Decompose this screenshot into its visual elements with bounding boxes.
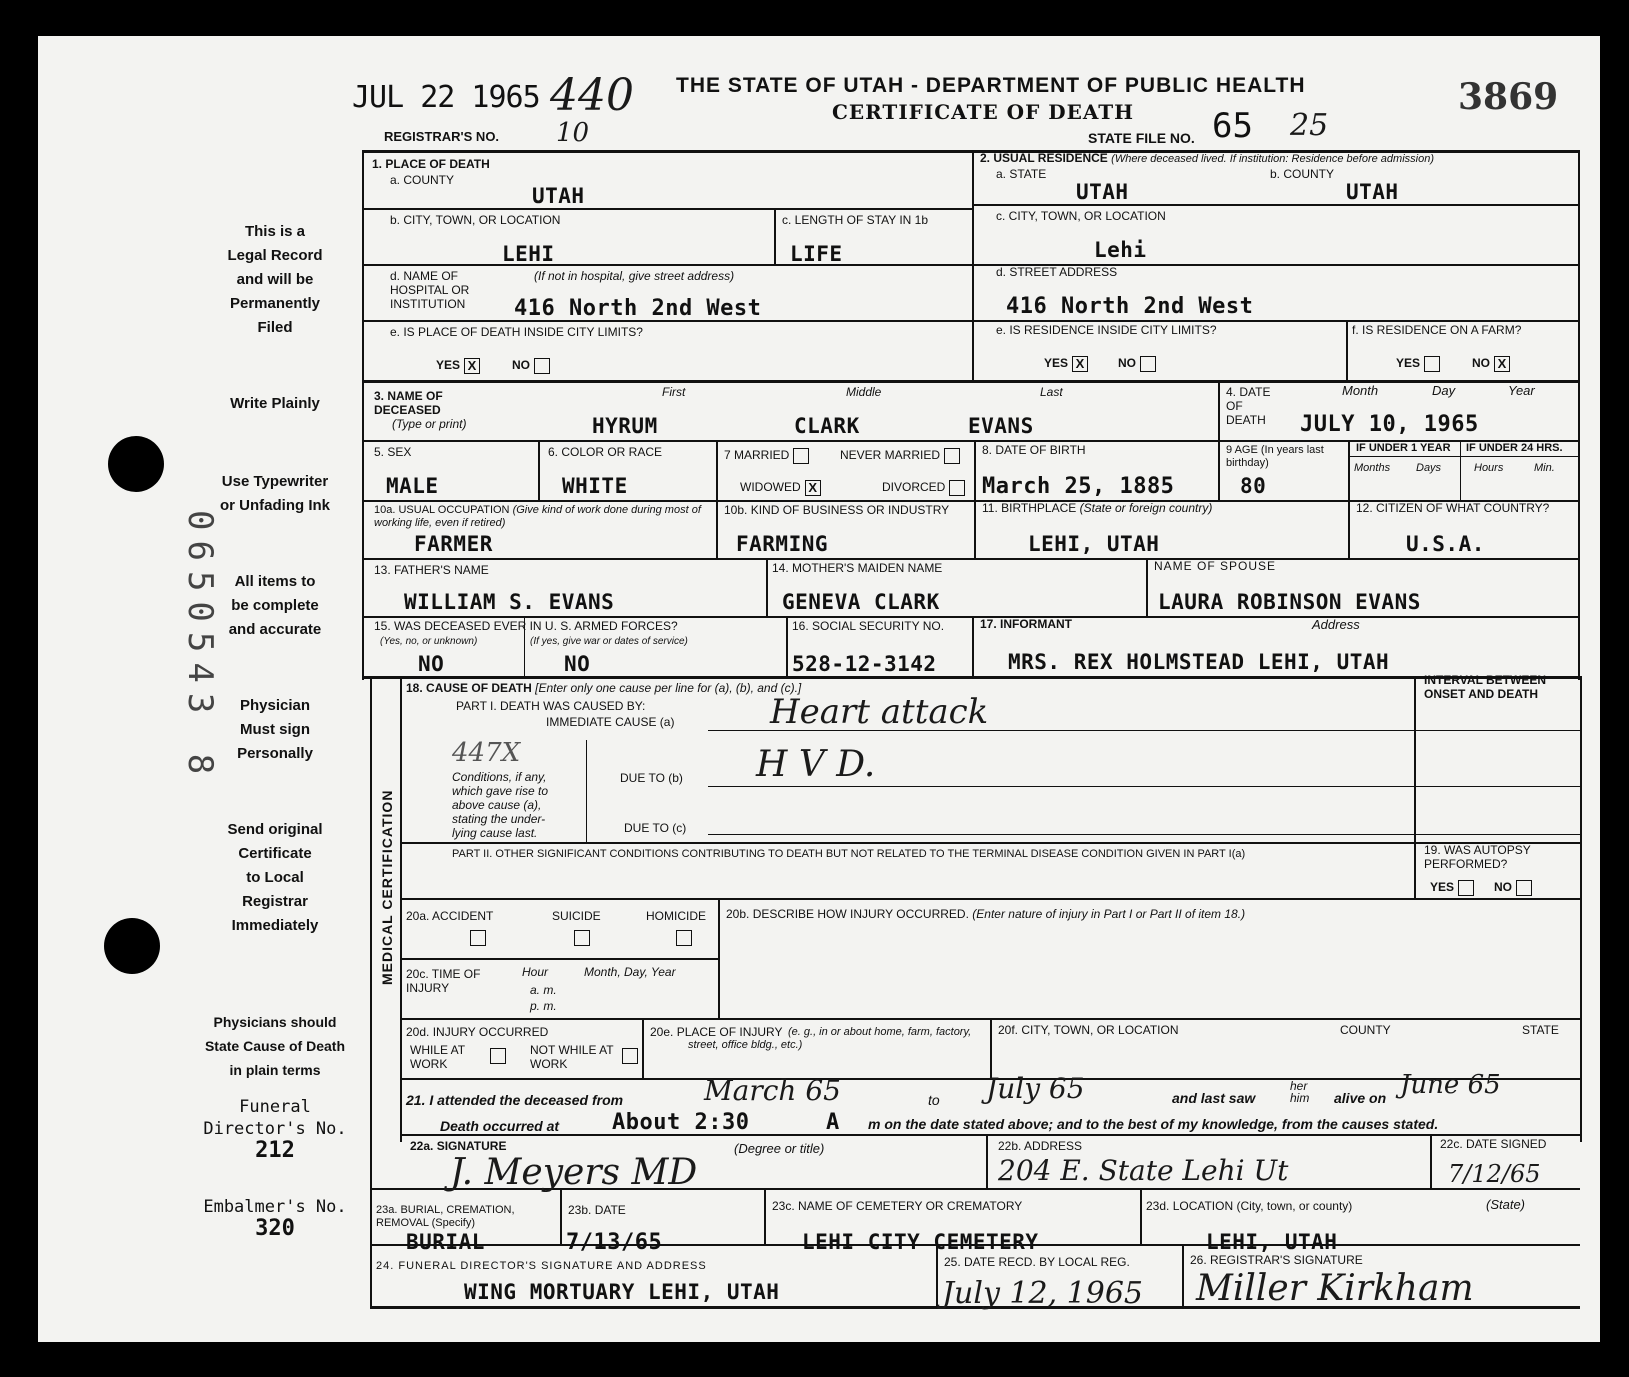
business: FARMING — [736, 532, 829, 556]
sidebar-embalmer: Embalmer's No. 320 — [203, 1197, 347, 1241]
funeral-director: WING MORTUARY LEHI, UTAH — [464, 1280, 780, 1304]
informant: MRS. REX HOLMSTEAD LEHI, UTAH — [1008, 650, 1390, 674]
accident-checkbox — [470, 930, 486, 946]
sidebar-cause-plain: Physicians should State Cause of Death in plain terms — [204, 1014, 346, 1078]
sidebar-complete: All items to be complete and accurate — [228, 573, 322, 638]
never-married-check: NEVER MARRIED — [840, 448, 960, 464]
residence-inside-city-yes: YES X — [1044, 356, 1088, 372]
cemetery-location: LEHI, UTAH — [1206, 1230, 1338, 1254]
residence-county: UTAH — [1346, 180, 1399, 204]
date-received: July 12, 1965 — [942, 1276, 1144, 1311]
homicide-checkbox — [676, 930, 692, 946]
disease-code: 447X — [452, 738, 521, 768]
attended-from: March 65 — [704, 1074, 841, 1107]
armed-forces: NO — [418, 652, 445, 676]
divorced-check: DIVORCED — [882, 480, 965, 496]
middle-name: CLARK — [794, 414, 860, 438]
widowed-check: WIDOWED X — [740, 480, 821, 496]
sidebar-funeral-director: Funeral Director's No. 212 — [203, 1097, 347, 1163]
conditions-note: Conditions, if any, which gave rise to above cause (a), stating the under- lying cause last. — [452, 770, 549, 840]
hospital-address: 416 North 2nd West — [514, 296, 762, 321]
death-inside-city-no: NO — [512, 358, 550, 374]
length-of-stay: LIFE — [790, 242, 843, 266]
death-county: UTAH — [532, 184, 585, 208]
armed-forces-war: NO — [564, 652, 591, 676]
citizenship: U.S.A. — [1406, 532, 1485, 556]
medical-certification-label: MEDICAL CERTIFICATION — [378, 789, 395, 986]
autopsy-yes: YES — [1430, 880, 1474, 896]
physician-signature: J. Meyers MD — [450, 1152, 698, 1193]
serial-number: 0650543 8 — [180, 510, 220, 785]
attended-to: July 65 — [986, 1072, 1085, 1105]
father-name: WILLIAM S. EVANS — [404, 590, 615, 614]
disposition: BURIAL — [406, 1230, 485, 1254]
farm-no: NO X — [1472, 356, 1510, 372]
state-file-label: STATE FILE NO. — [1088, 130, 1195, 146]
date-signed: 7/12/65 — [1448, 1160, 1541, 1188]
race: WHITE — [562, 474, 628, 498]
while-at-work: WHILE AT WORK — [410, 1043, 465, 1071]
residence-state: UTAH — [1076, 180, 1129, 204]
immediate-cause: Heart attack — [770, 692, 989, 732]
residence-inside-city-no: NO — [1118, 356, 1156, 372]
residence-label: 2. USUAL RESIDENCE (Where deceased lived. If institution: Residence before admission) — [980, 151, 1434, 165]
physician-address: 204 E. State Lehi Ut — [998, 1154, 1289, 1187]
registrar-no-label: REGISTRAR'S NO. — [384, 129, 500, 144]
age: 80 — [1240, 474, 1267, 498]
time-of-death: About 2:30 — [612, 1110, 750, 1135]
certificate-title: CERTIFICATE OF DEATH — [832, 100, 1135, 124]
death-city: LEHI — [502, 242, 555, 266]
registrar-no: 10 — [556, 118, 590, 148]
autopsy-no: NO — [1494, 880, 1532, 896]
punch-hole-top — [108, 436, 164, 492]
suicide-checkbox — [574, 930, 590, 946]
social-security-no: 528-12-3142 — [792, 652, 937, 676]
sidebar-send-original: Send original Certificate to Local Registrar Immediately — [227, 821, 323, 934]
occupation: FARMER — [414, 532, 493, 556]
not-while-at-work: NOT WHILE AT WORK — [530, 1043, 614, 1071]
cemetery-name: LEHI CITY CEMETERY — [802, 1230, 1039, 1254]
residence-city: Lehi — [1094, 238, 1147, 262]
spouse-name: LAURA ROBINSON EVANS — [1158, 590, 1421, 614]
state-file-number: 25 — [1290, 108, 1329, 143]
department-title: THE STATE OF UTAH - DEPARTMENT OF PUBLIC HEALTH — [676, 74, 1306, 97]
sex: MALE — [386, 474, 439, 498]
date-of-birth: March 25, 1885 — [982, 474, 1175, 499]
corner-number: 3869 — [1458, 76, 1559, 118]
handwritten-number: 440 — [550, 70, 634, 121]
punch-hole-bottom — [104, 918, 160, 974]
alive-on-date: June 65 — [1400, 1070, 1501, 1100]
burial-date: 7/13/65 — [566, 1230, 663, 1255]
married-check: 7 MARRIED — [724, 448, 809, 464]
am-pm-mark: A — [826, 1110, 840, 1135]
date-of-death: JULY 10, 1965 — [1300, 412, 1479, 437]
last-name: EVANS — [968, 414, 1034, 438]
cause-b: H V D. — [756, 744, 876, 785]
sidebar-typewriter: Use Typewriter or Unfading Ink — [220, 473, 330, 514]
state-file-year: 65 — [1212, 106, 1253, 146]
received-stamp: JUL 22 1965 — [352, 80, 540, 115]
sidebar-write-plainly: Write Plainly — [230, 395, 320, 412]
street-address: 416 North 2nd West — [1006, 294, 1254, 319]
birthplace: LEHI, UTAH — [1028, 532, 1160, 556]
place-of-death-label: 1. PLACE OF DEATH — [372, 157, 490, 171]
sidebar-physician: Physician Must sign Personally — [237, 697, 313, 762]
mother-maiden-name: GENEVA CLARK — [782, 590, 940, 614]
sidebar-legal-record: This is a Legal Record and will be Permanently Filed — [227, 223, 323, 336]
death-inside-city-yes: YES X — [436, 358, 480, 374]
registrar-signature: Miller Kirkham — [1196, 1268, 1474, 1309]
first-name: HYRUM — [592, 414, 658, 438]
farm-yes: YES — [1396, 356, 1440, 372]
